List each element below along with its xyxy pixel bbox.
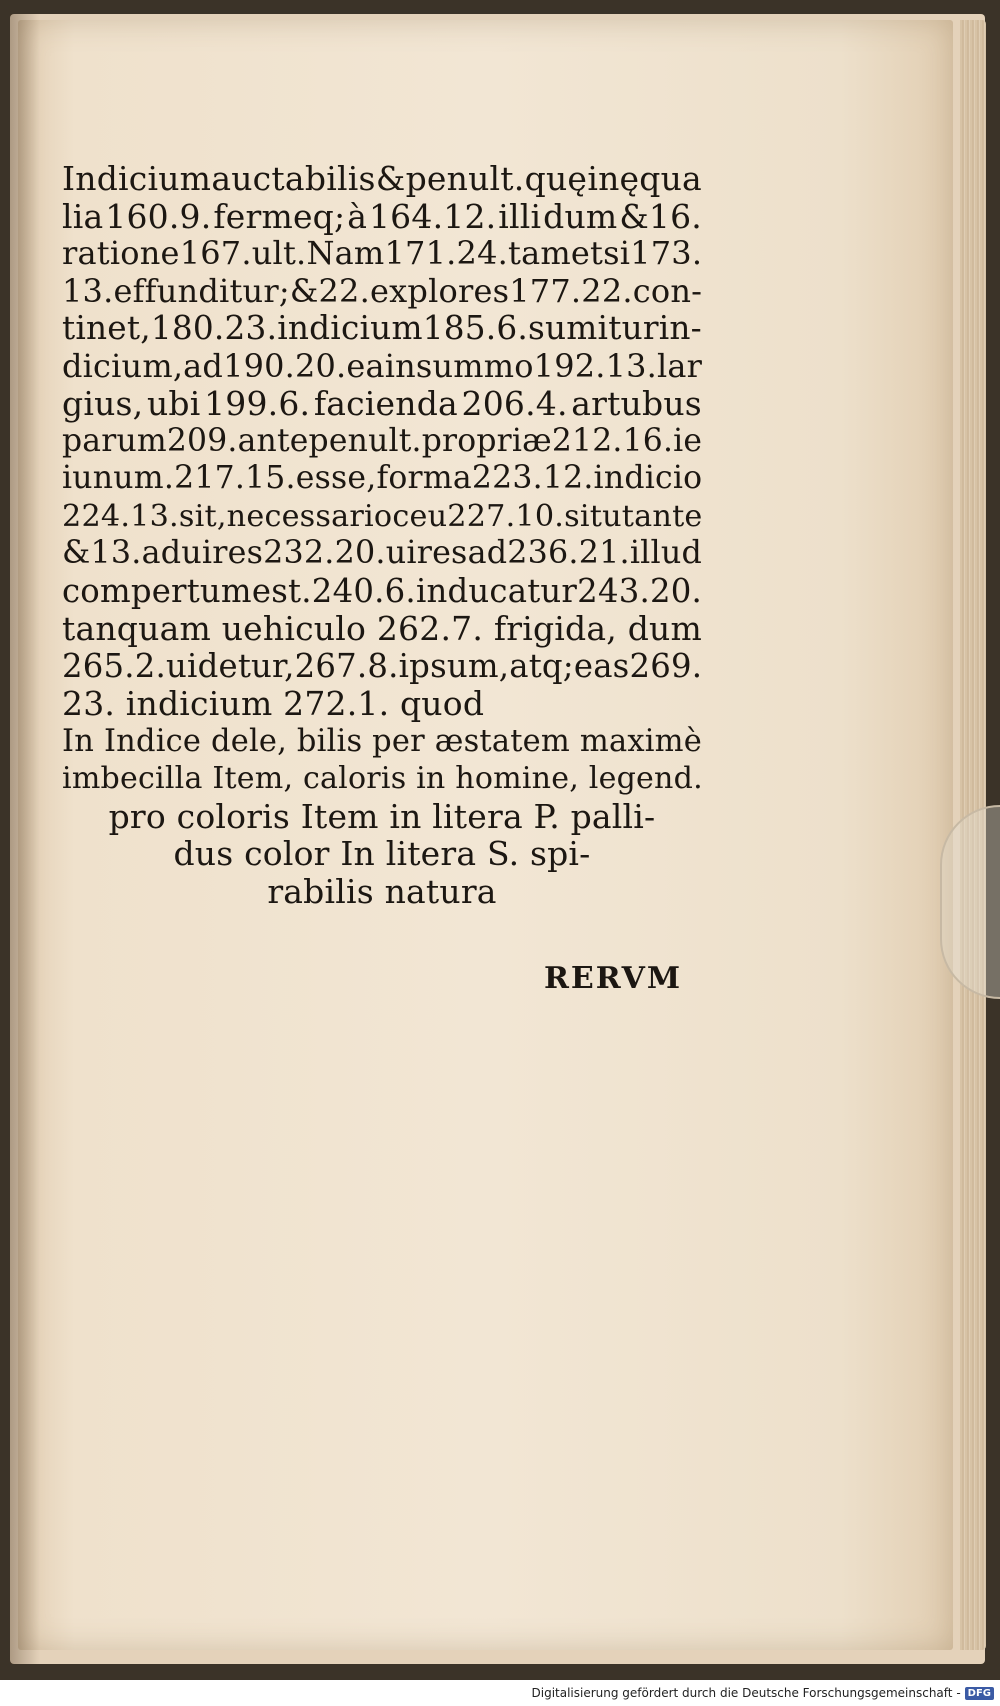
word: ut bbox=[602, 498, 635, 534]
word: 192.13. bbox=[533, 346, 657, 385]
text-line bbox=[62, 648, 702, 686]
word: 206.4. bbox=[461, 384, 568, 423]
word: 267.8. bbox=[294, 646, 399, 685]
errata-line: imbecilla Item, caloris in homine, legend. bbox=[62, 761, 703, 796]
word: aucta bbox=[211, 159, 305, 198]
text-line bbox=[62, 498, 702, 536]
word: uidetur, bbox=[166, 646, 295, 685]
word: ie bbox=[673, 422, 703, 459]
errata-line: pro coloris Item in litera P. palli- bbox=[108, 796, 656, 836]
word: penult. bbox=[405, 159, 525, 198]
word: est. bbox=[251, 571, 312, 610]
word: 212.16. bbox=[551, 422, 674, 459]
word: illi bbox=[498, 196, 542, 236]
word: lia bbox=[62, 196, 104, 236]
word: 199.6. bbox=[204, 384, 311, 423]
word: ult. bbox=[251, 234, 307, 272]
word: 190.20. bbox=[223, 346, 347, 385]
word: eas bbox=[573, 646, 630, 685]
word: esse, bbox=[295, 460, 377, 496]
word: propriæ bbox=[421, 422, 552, 459]
errata-line: In Indice dele, bilis per æstatem maximè bbox=[62, 723, 703, 759]
word: iunum. bbox=[62, 460, 175, 496]
word: & bbox=[375, 159, 406, 198]
word: indicio bbox=[593, 460, 703, 496]
word: quę bbox=[524, 159, 588, 198]
catchword: RERVM bbox=[544, 961, 683, 996]
word: ipsum, bbox=[398, 646, 510, 685]
word: dum bbox=[543, 196, 618, 236]
word: 180.23. bbox=[150, 309, 278, 347]
spine-shadow bbox=[10, 14, 40, 1664]
dfg-logo: DFG bbox=[965, 1687, 994, 1700]
text-line bbox=[62, 385, 702, 423]
word: sumitur bbox=[528, 309, 659, 347]
word: indicium bbox=[277, 309, 423, 347]
word: uires bbox=[181, 535, 264, 571]
word: 223.12. bbox=[471, 460, 594, 496]
word: illud bbox=[629, 535, 703, 571]
word: 240.6. bbox=[311, 571, 416, 610]
text-line bbox=[62, 160, 702, 198]
word: ea bbox=[346, 346, 385, 385]
word: parum bbox=[62, 422, 167, 459]
word: &22. bbox=[289, 271, 370, 310]
digitization-footer bbox=[0, 1680, 1000, 1706]
word: 265.2. bbox=[62, 646, 167, 685]
index-text-block bbox=[62, 160, 702, 910]
word: uires bbox=[385, 535, 468, 571]
word: ad bbox=[183, 346, 224, 385]
text-line bbox=[62, 198, 702, 236]
word: forma bbox=[376, 460, 472, 496]
word: 167. bbox=[179, 234, 252, 272]
text-line bbox=[62, 235, 702, 273]
word: 13. bbox=[90, 535, 142, 571]
word: in bbox=[384, 346, 416, 385]
word: 269. bbox=[629, 646, 703, 685]
word: 243.20. bbox=[577, 571, 702, 610]
text-line bbox=[62, 610, 702, 648]
word: dicium, bbox=[62, 346, 184, 385]
word: ante bbox=[634, 498, 703, 534]
word: 232.20. bbox=[263, 535, 386, 571]
text-line bbox=[62, 423, 702, 461]
word: sit, bbox=[178, 498, 227, 534]
word: facienda bbox=[313, 384, 458, 423]
text-line bbox=[62, 535, 702, 573]
word: sit bbox=[564, 498, 603, 534]
text-line bbox=[62, 310, 702, 348]
word: 13. bbox=[62, 271, 114, 310]
errata-line: rabilis natura bbox=[267, 871, 497, 911]
word: bilis bbox=[304, 159, 376, 198]
word: ad bbox=[467, 535, 508, 571]
word: tinet, bbox=[62, 309, 151, 347]
word: tametsi bbox=[508, 234, 631, 272]
word: Nam bbox=[306, 234, 385, 272]
word: Indicium bbox=[62, 159, 212, 198]
word: 173. bbox=[630, 234, 703, 272]
word: ceu bbox=[392, 498, 448, 534]
word: 217.15. bbox=[174, 460, 296, 496]
word: tanquam bbox=[62, 609, 211, 648]
word: 164.12. bbox=[368, 196, 497, 236]
word: frigida, bbox=[493, 609, 617, 648]
word: con- bbox=[632, 271, 703, 310]
text-line bbox=[62, 348, 702, 386]
footer-credit: Digitalisierung gefördert durch die Deutsche Forschungsgemeinschaft - bbox=[531, 1686, 961, 1700]
word: 227.10. bbox=[447, 498, 565, 534]
word: 224.13. bbox=[62, 498, 179, 534]
word: 177.22. bbox=[509, 271, 633, 310]
text-line bbox=[62, 273, 702, 311]
word: dum bbox=[627, 609, 702, 648]
word: summo bbox=[415, 346, 534, 385]
word: 185.6. bbox=[422, 309, 529, 347]
word: 236.21. bbox=[507, 535, 630, 571]
word: inducatur bbox=[415, 571, 578, 610]
word: compertum bbox=[62, 571, 252, 610]
word: 171.24. bbox=[384, 234, 509, 272]
text-line: 23. indicium 272.1. quod bbox=[62, 684, 485, 723]
word: inęqua bbox=[587, 159, 702, 198]
word: antepenult. bbox=[237, 422, 422, 459]
errata-line: dus color In litera S. spi- bbox=[173, 834, 591, 873]
word: uehiculo bbox=[221, 609, 367, 648]
word: 209. bbox=[166, 422, 238, 459]
word: 262.7. bbox=[376, 609, 484, 648]
word: &16. bbox=[619, 196, 702, 236]
word: necessario bbox=[226, 498, 393, 534]
word: in- bbox=[658, 309, 702, 347]
word: gius, bbox=[62, 384, 144, 423]
word: atq; bbox=[509, 646, 574, 685]
word: à bbox=[347, 196, 368, 236]
word: artubus bbox=[571, 384, 702, 423]
word: lar bbox=[656, 346, 703, 385]
word: ubi bbox=[146, 384, 201, 423]
word: & bbox=[62, 535, 91, 571]
word: effunditur; bbox=[113, 271, 290, 310]
word: fermeq; bbox=[213, 196, 346, 236]
text-line bbox=[62, 573, 702, 611]
word: ratione bbox=[62, 234, 180, 272]
paper-tab-marker bbox=[940, 805, 1000, 999]
word: 160.9. bbox=[105, 196, 212, 236]
word: ad bbox=[141, 535, 182, 571]
text-line bbox=[62, 460, 702, 498]
word: explores bbox=[370, 271, 510, 310]
